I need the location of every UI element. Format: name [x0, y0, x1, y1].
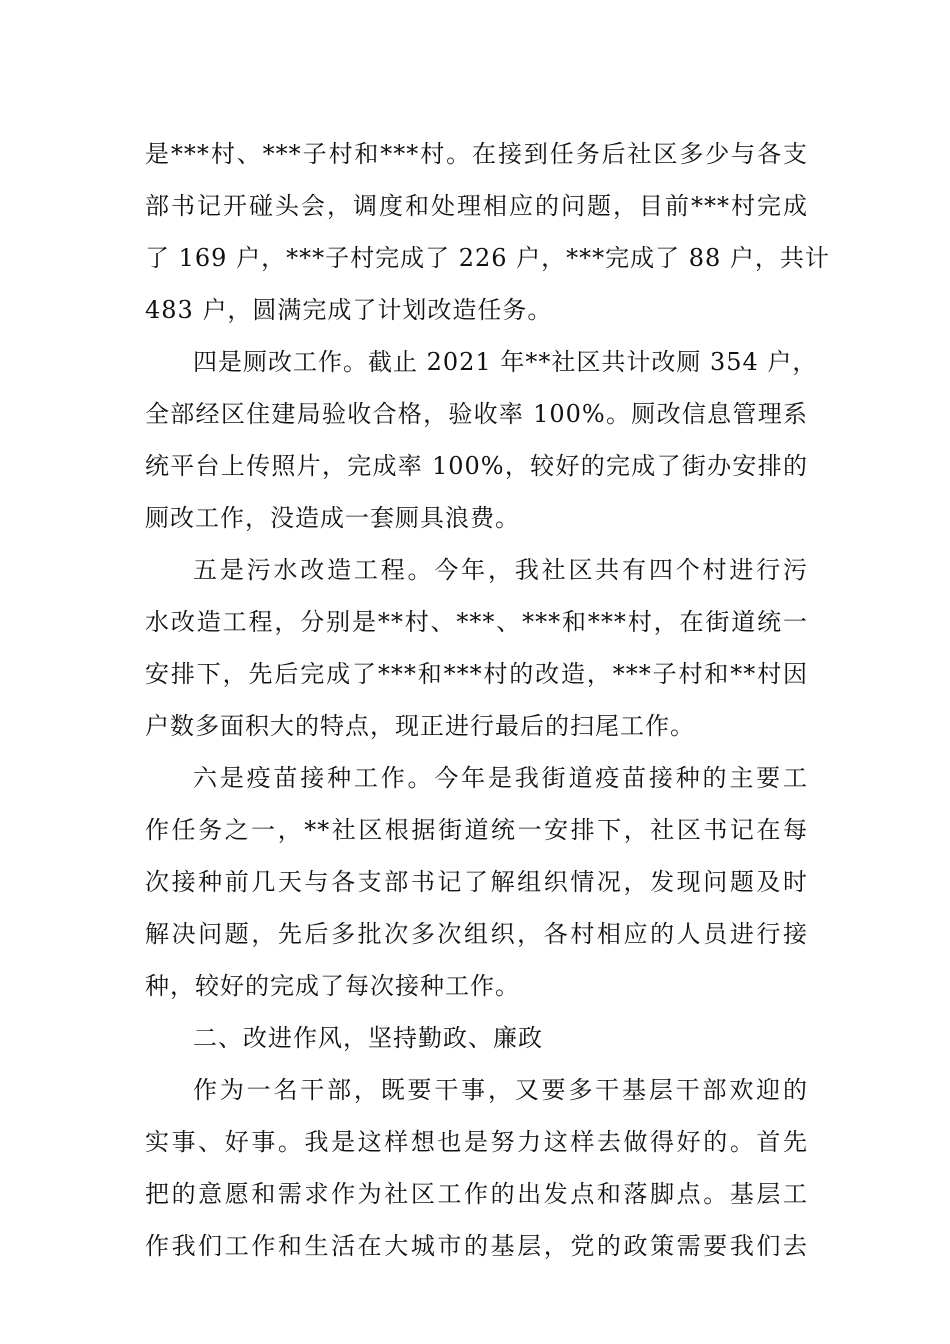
- text-line: 厕改工作，没造成一套厕具浪费。: [145, 504, 520, 532]
- text-line: 作我们工作和生活在大城市的基层，党的政策需要我们去: [145, 1232, 808, 1260]
- text-line: 483 户，圆满完成了计划改造任务。: [145, 296, 553, 324]
- text-line: 种，较好的完成了每次接种工作。: [145, 972, 520, 1000]
- text-line: 实事、好事。我是这样想也是努力这样去做得好的。首先: [145, 1128, 808, 1156]
- document-body: [145, 128, 830, 1272]
- text-line: 是***村、***子村和***村。在接到任务后社区多少与各支: [145, 140, 808, 168]
- paragraph-start-line: 作为一名干部，既要干事，又要多干基层干部欢迎的: [193, 1076, 808, 1104]
- text-line: 把的意愿和需求作为社区工作的出发点和落脚点。基层工: [145, 1180, 808, 1208]
- text-line: 了 169 户，***子村完成了 226 户，***完成了 88 户，共计: [145, 244, 830, 272]
- paragraph-start-line: 四是厕改工作。截止 2021 年**社区共计改厕 354 户，: [193, 348, 818, 376]
- text-line: 解决问题，先后多批次多次组织，各村相应的人员进行接: [145, 920, 808, 948]
- paragraph-start-line: 五是污水改造工程。今年，我社区共有四个村进行污: [193, 556, 808, 584]
- text-line: 户数多面积大的特点，现正进行最后的扫尾工作。: [145, 712, 695, 740]
- text-line: 全部经区住建局验收合格，验收率 100%。厕改信息管理系: [145, 400, 808, 428]
- text-line: 部书记开碰头会，调度和处理相应的问题，目前***村完成: [145, 192, 808, 220]
- text-line: 统平台上传照片，完成率 100%，较好的完成了街办安排的: [145, 452, 808, 480]
- text-line: 次接种前几天与各支部书记了解组织情况，发现问题及时: [145, 868, 808, 896]
- text-line: 作任务之一，**社区根据街道统一安排下，社区书记在每: [145, 816, 808, 844]
- paragraph-start-line: 六是疫苗接种工作。今年是我街道疫苗接种的主要工: [193, 764, 808, 792]
- text-line: 安排下，先后完成了***和***村的改造，***子村和**村因: [145, 660, 808, 688]
- section-heading: 二、改进作风，坚持勤政、廉政: [193, 1024, 543, 1052]
- text-line: 水改造工程，分别是**村、***、***和***村，在街道统一: [145, 608, 808, 636]
